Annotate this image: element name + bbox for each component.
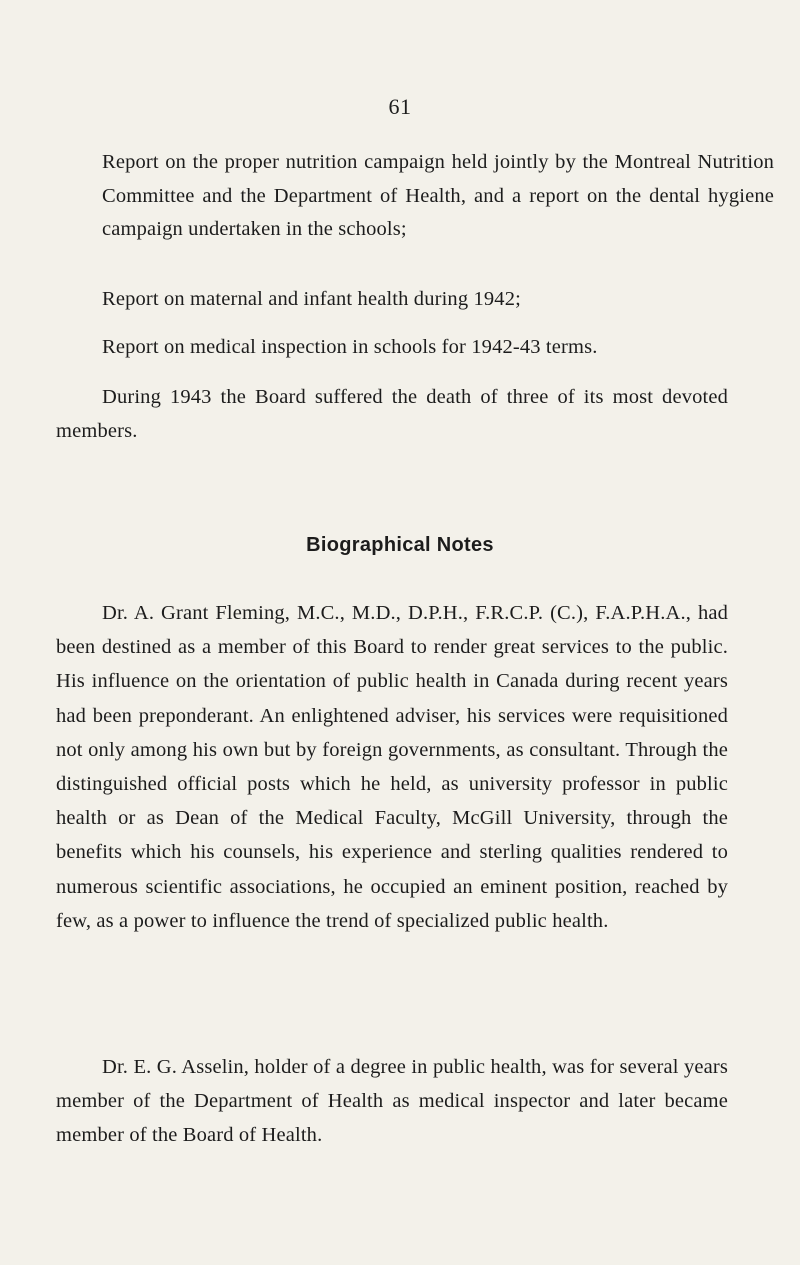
death-paragraph: During 1943 the Board suffered the death of three of its most devoted members.	[56, 386, 728, 442]
report-item-maternal-health: Report on maternal and infant health during 1942;	[102, 288, 521, 310]
report-item-nutrition: Report on the proper nutrition campaign held jointly by the Montreal Nutrition Committee and the Department of Health, and a report on the dental hygiene campaign undertaken in the schools;	[102, 151, 774, 240]
section-heading: Biographical Notes	[306, 534, 494, 556]
bio-paragraph-asselin: Dr. E. G. Asselin, holder of a degree in public health, was for several years member of the Department of Health as medical inspector and later became member of the Board of Health.	[56, 1056, 728, 1146]
page-number: 61	[388, 94, 412, 119]
report-item-medical-inspection: Report on medical inspection in schools for 1942-43 terms.	[102, 336, 598, 358]
bio-paragraph-fleming: Dr. A. Grant Fleming, M.C., M.D., D.P.H., F.R.C.P. (C.), F.A.P.H.A., had been destined as a member of this Board to render great services to the public. His influence on the orientation of public health in Canada during recent years had been preponderant. An enlightened adviser, his services were requisitioned not only among his own but by foreign governments, as consultant. Through the distinguished official posts which he held, as university professor in public health or as Dean of the Medical Faculty, McGill University, through the benefits which his counsels, his experience and sterling qualities rendered to numerous scientific associations, he occupied an eminent position, reached by few, as a power to influence the trend of specialized public health.	[56, 602, 728, 932]
